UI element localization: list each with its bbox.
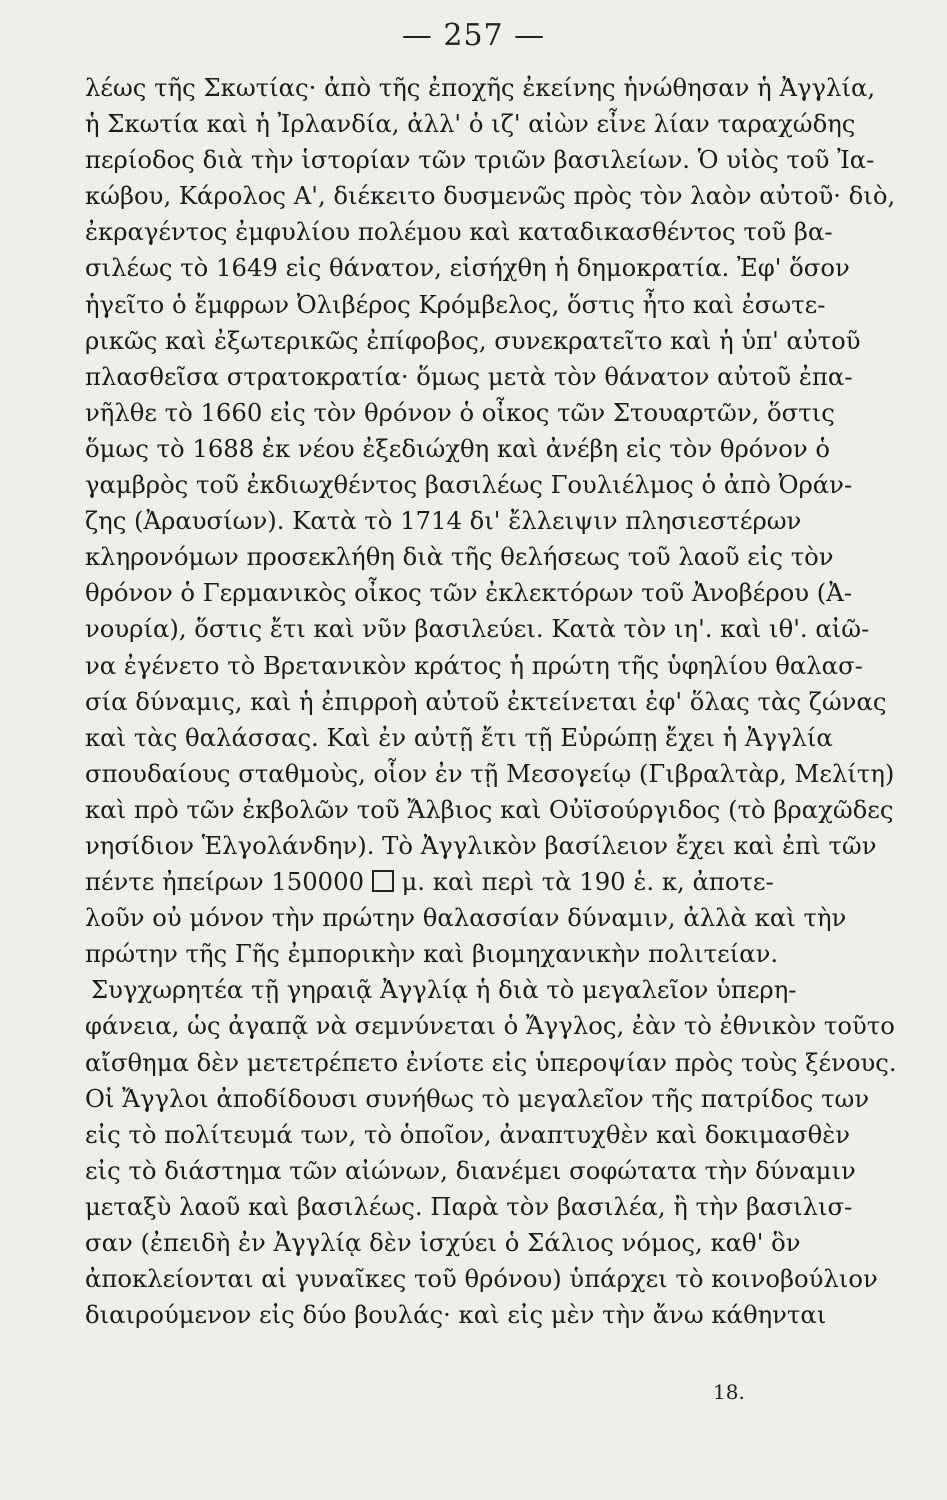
text-line: μεταξὺ λαοῦ καὶ βασιλέως. Παρὰ τὸν βασιλέα, ἢ τὴν βασιλισ- bbox=[85, 1191, 853, 1221]
text-line: ἐκραγέντος ἐμφυλίου πολέμου καὶ καταδικασθέντος τοῦ βα- bbox=[85, 217, 833, 247]
text-line: νῆλθε τὸ 1660 εἰς τὸν θρόνον ὁ οἶκος τῶν Στουαρτῶν, ὅστις bbox=[85, 397, 835, 427]
text-line: νησίδιον Ἑλγολάνδην). Τὸ Ἀγγλικὸν βασίλειον ἔχει καὶ ἐπὶ τῶν bbox=[85, 830, 877, 860]
text-line: σία δύναμις, καὶ ἡ ἐπιρροὴ αὐτοῦ ἐκτείνεται ἐφ' ὅλας τὰς ζώνας bbox=[85, 686, 887, 716]
text-line-with-square-symbol: πέντε ἠπείρων 150000 μ. καὶ περὶ τὰ 190 ἑ. κ, ἀποτε- bbox=[85, 867, 774, 897]
text-line: ρικῶς καὶ ἐξωτερικῶς ἐπίφοβος, συνεκρατεῖτο καὶ ἡ ὑπ' αὐτοῦ bbox=[85, 325, 861, 355]
text-line: πλασθεῖσα στρατοκρατία· ὅμως μετὰ τὸν θάνατον αὐτοῦ ἐπα- bbox=[85, 361, 853, 391]
text-line: πρώτην τῆς Γῆς ἐμπορικὴν καὶ βιομηχανικὴν πολιτείαν. bbox=[85, 939, 779, 969]
text-line: καὶ πρὸ τῶν ἐκβολῶν τοῦ Ἄλβιος καὶ Οὐϊσούργιδος (τὸ βραχῶδες bbox=[85, 794, 894, 824]
text-line: κώβου, Κάρολος Α', διέκειτο δυσμενῶς πρὸς τὸν λαὸν αὐτοῦ· διὸ, bbox=[85, 181, 896, 211]
text-line: σιλέως τὸ 1649 εἰς θάνατον, εἰσήχθη ἡ δημοκρατία. Ἐφ' ὅσον bbox=[85, 253, 850, 283]
text-line: εἰς τὸ διάστημα τῶν αἰώνων, διανέμει σοφώτατα τὴν δύναμιν bbox=[85, 1155, 856, 1185]
text-line: κληρονόμων προσεκλήθη διὰ τῆς θελήσεως τοῦ λαοῦ εἰς τὸν bbox=[85, 542, 834, 572]
text-line: αἴσθημα δὲν μετετρέπετο ἐνίοτε εἰς ὑπεροψίαν πρὸς τοὺς ξένους. bbox=[85, 1047, 897, 1077]
text-line: καὶ τὰς θαλάσσας. Καὶ ἐν αὐτῇ ἔτι τῇ Εὐρώπῃ ἔχει ἡ Ἀγγλία bbox=[85, 722, 833, 752]
text-line: νουρία), ὅστις ἔτι καὶ νῦν βασιλεύει. Κατὰ τὸν ιη'. καὶ ιθ'. αἰῶ- bbox=[85, 614, 870, 644]
text-line: ὅμως τὸ 1688 ἐκ νέου ἐξεδιώχθη καὶ ἀνέβη εἰς τὸν θρόνον ὁ bbox=[85, 433, 830, 463]
text-line: Οἱ Ἄγγλοι ἀποδίδουσι συνήθως τὸ μεγαλεῖον τῆς πατρίδος των bbox=[85, 1083, 870, 1113]
page-number-header: — 257 — bbox=[401, 18, 546, 53]
square-measure-symbol bbox=[372, 870, 394, 892]
text-line: περίοδος διὰ τὴν ἱστορίαν τῶν τριῶν βασιλείων. Ὁ υἱὸς τοῦ Ἰα- bbox=[85, 145, 875, 175]
text-line: ζης (Ἀραυσίων). Κατὰ τὸ 1714 δι' ἔλλειψιν πλησιεστέρων bbox=[85, 506, 802, 536]
text-line: διαιρούμενον εἰς δύο βουλάς· καὶ εἰς μὲν τὴν ἄνω κάθηνται bbox=[85, 1300, 827, 1330]
text-line: φάνεια, ὡς ἀγαπᾷ νὰ σεμνύνεται ὁ Ἄγγλος, ἐὰν τὸ ἐθνικὸν τοῦτο bbox=[85, 1011, 895, 1041]
text-line: σπουδαίους σταθμοὺς, οἷον ἐν τῇ Μεσογείῳ (Γιβραλτὰρ, Μελίτη) bbox=[85, 758, 895, 788]
text-line: ἡγεῖτο ὁ ἔμφρων Ὀλιβέρος Κρόμβελος, ὅστις ἦτο καὶ ἐσωτε- bbox=[85, 289, 826, 319]
text-line: να ἐγένετο τὸ Βρετανικὸν κράτος ἡ πρώτη τῆς ὑφηλίου θαλασ- bbox=[85, 650, 863, 680]
text-line: σαν (ἐπειδὴ ἐν Ἀγγλίᾳ δὲν ἰσχύει ὁ Σάλιος νόμος, καθ' ὃν bbox=[85, 1228, 801, 1257]
page-body-text bbox=[85, 70, 897, 1333]
text-line: θρόνον ὁ Γερμανικὸς οἶκος τῶν ἐκλεκτόρων τοῦ Ἀνοβέρου (Ἀ- bbox=[85, 578, 853, 608]
signature-mark: 18. bbox=[713, 1380, 745, 1404]
text-line: ἀποκλείονται αἱ γυναῖκες τοῦ θρόνου) ὑπάρχει τὸ κοινοβούλιον bbox=[85, 1264, 878, 1294]
text-line: γαμβρὸς τοῦ ἐκδιωχθέντος βασιλέως Γουλιέλμος ὁ ἀπὸ Ὀράν- bbox=[85, 470, 853, 500]
text-line-paragraph-start: Συγχωρητέα τῇ γηραιᾷ Ἀγγλίᾳ ἡ διὰ τὸ μεγαλεῖον ὑπερη- bbox=[91, 975, 797, 1005]
text-line: λοῦν οὐ μόνον τὴν πρώτην θαλασσίαν δύναμιν, ἀλλὰ καὶ τὴν bbox=[85, 903, 847, 933]
text-line: λέως τῆς Σκωτίας· ἀπὸ τῆς ἐποχῆς ἐκείνης ἡνώθησαν ἡ Ἀγγλία, bbox=[85, 73, 876, 102]
text-line: εἰς τὸ πολίτευμά των, τὸ ὁποῖον, ἀναπτυχθὲν καὶ δοκιμασθὲν bbox=[85, 1119, 851, 1149]
text-line: ἡ Σκωτία καὶ ἡ Ἰρλανδία, ἀλλ' ὁ ιζ' αἰὼν εἶνε λίαν ταραχώδης bbox=[85, 109, 856, 139]
